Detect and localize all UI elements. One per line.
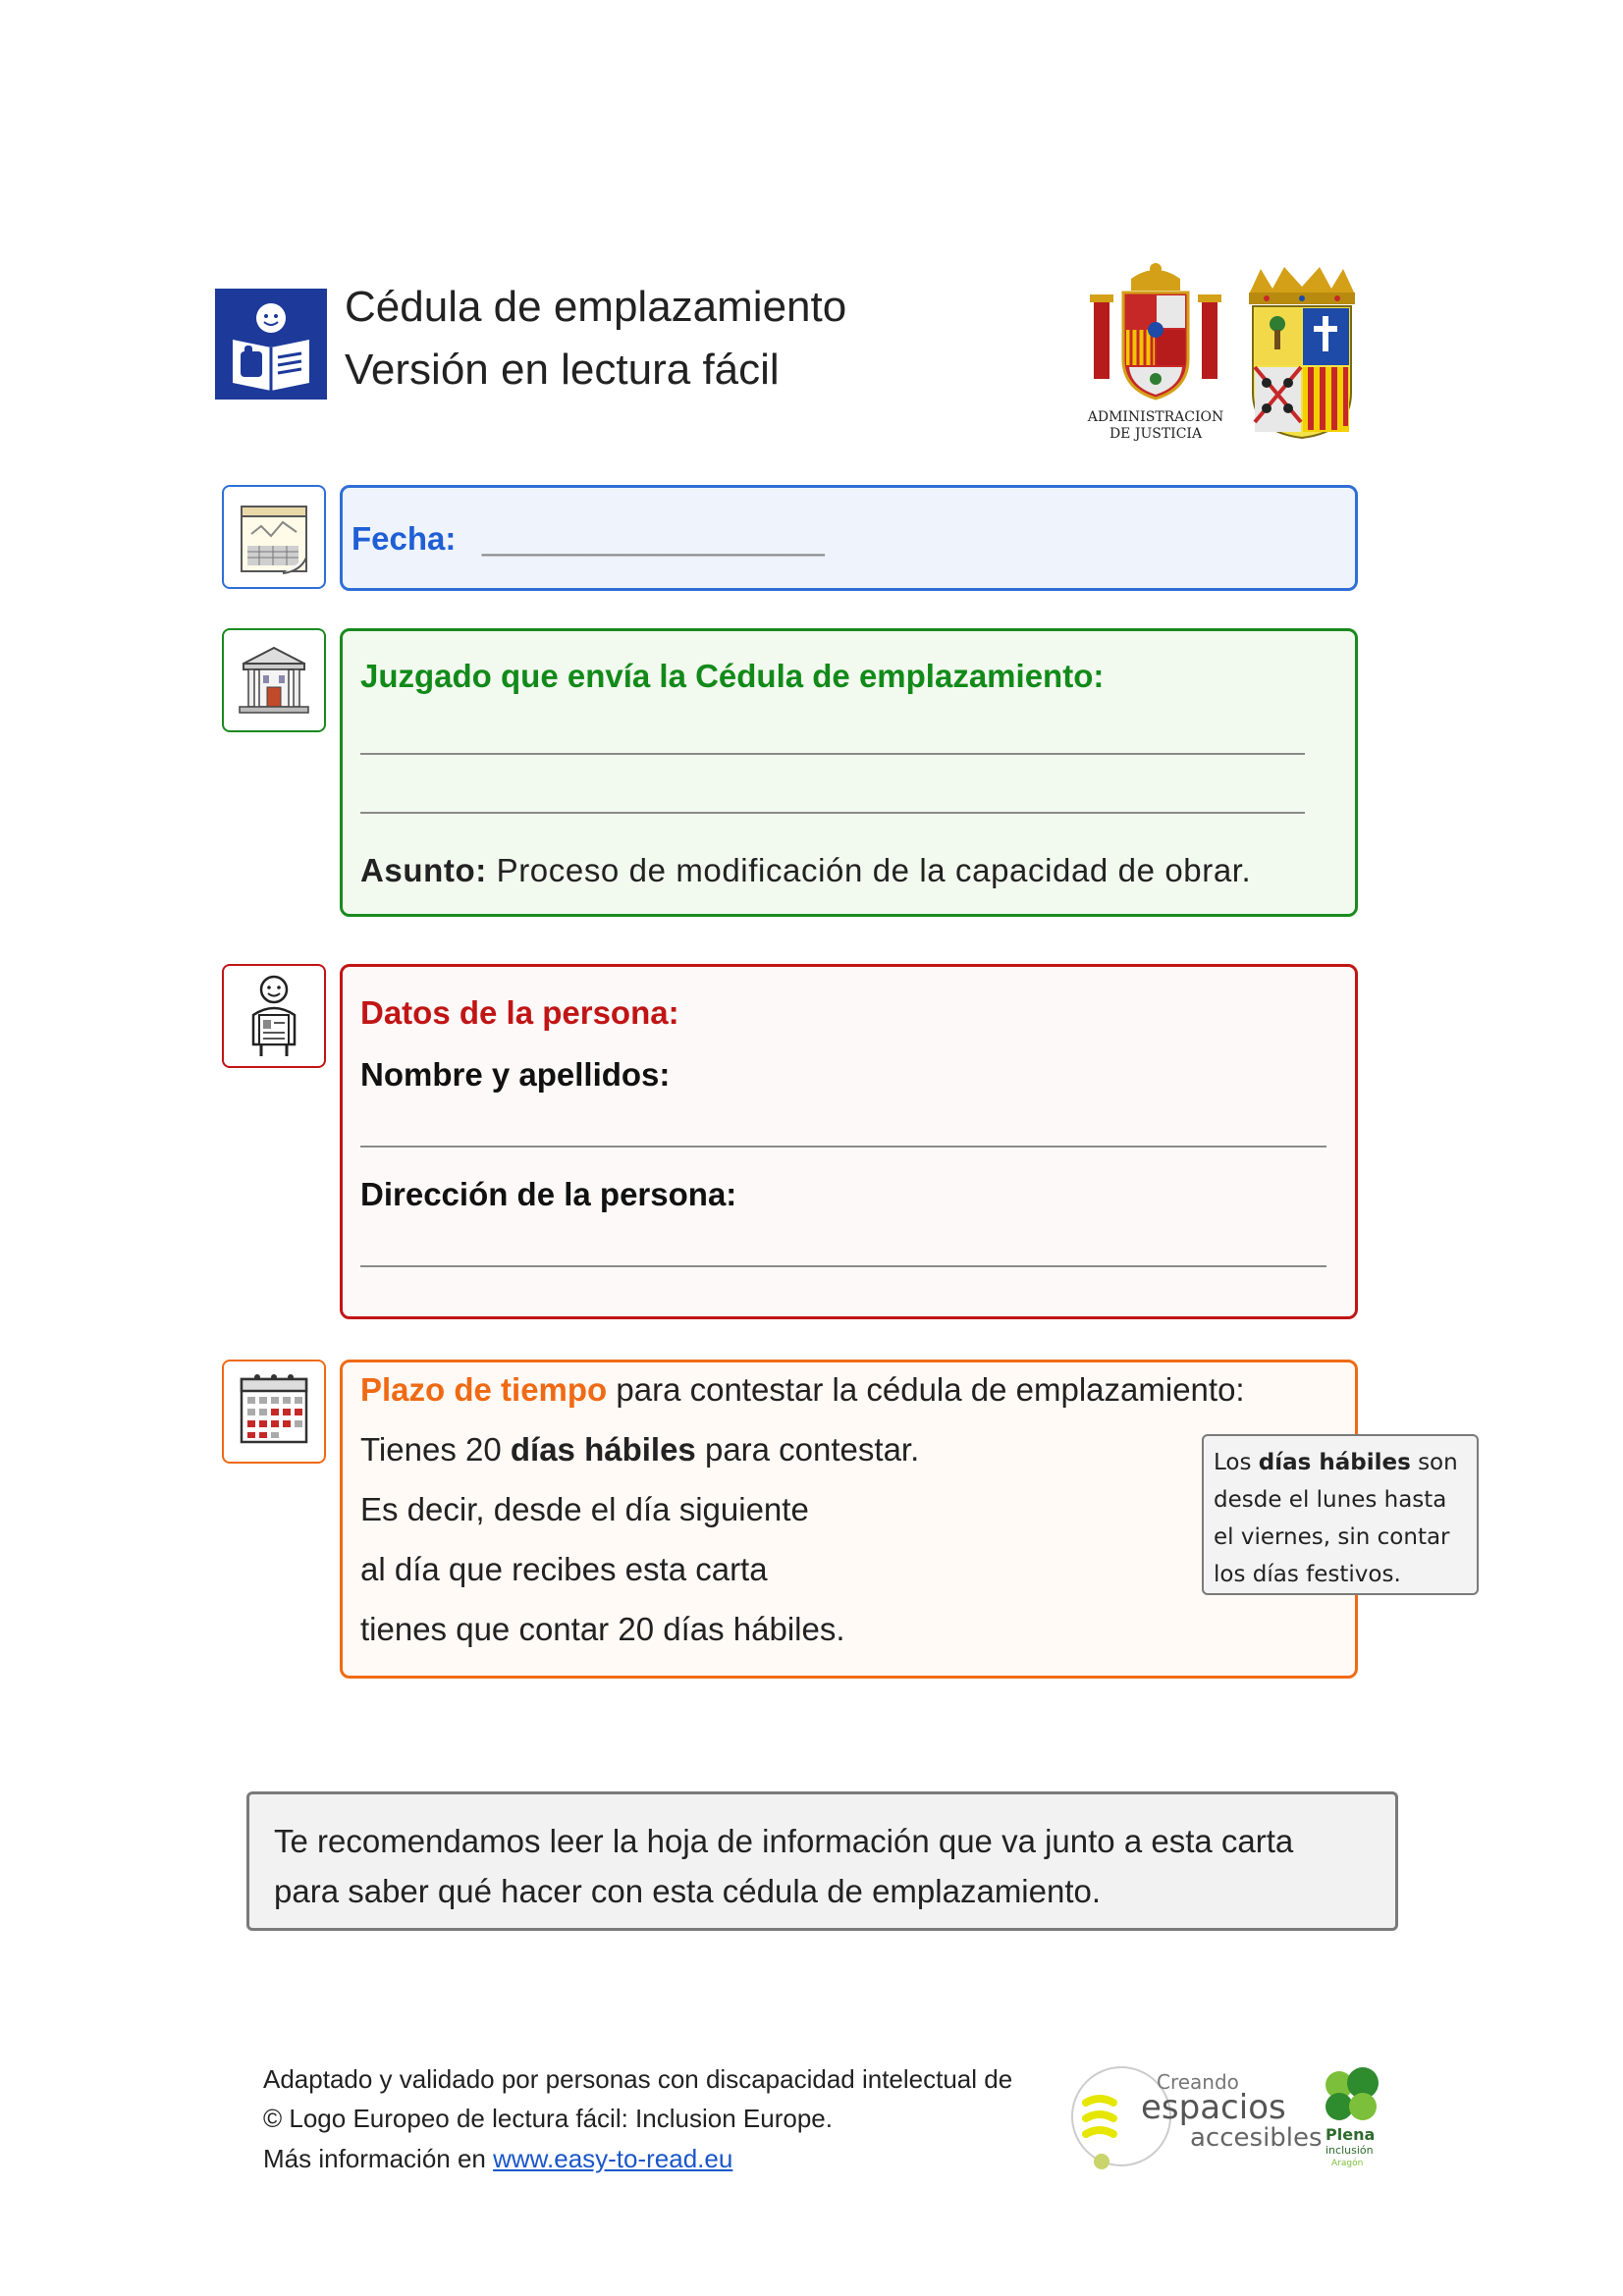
plazo-line-2a: Tienes 20 bbox=[360, 1431, 511, 1468]
note-line-1 bbox=[1214, 1444, 1467, 1481]
calendar-picture-icon bbox=[224, 487, 324, 587]
recommendation-line-1: Te recomendamos leer la hoja de información que va junto a esta carta bbox=[274, 1823, 1294, 1859]
plazo-icon-box bbox=[222, 1360, 326, 1464]
footer-line-3 bbox=[263, 2144, 732, 2174]
note-a: Los bbox=[1214, 1450, 1259, 1475]
svg-text:Aragón: Aragón bbox=[1331, 2159, 1364, 2168]
plazo-dias-habiles: días hábiles bbox=[510, 1431, 696, 1468]
footer-line-1: Adaptado y validado por personas con discapacidad intelectual de bbox=[263, 2064, 1013, 2094]
note-line-3: el viernes, sin contar bbox=[1214, 1524, 1450, 1550]
plazo-line-4: al día que recibes esta carta bbox=[360, 1551, 768, 1587]
note-c: son bbox=[1410, 1450, 1458, 1475]
note-line-2: desde el lunes hasta bbox=[1214, 1487, 1447, 1513]
aragon-crest bbox=[1245, 265, 1359, 440]
footer-line-2: © Logo Europeo de lectura fácil: Inclusion Europe. bbox=[263, 2104, 833, 2133]
spain-crest-icon bbox=[1086, 261, 1225, 442]
nombre-line[interactable] bbox=[360, 1146, 1326, 1148]
recommendation-line-2: para saber qué hacer con esta cédula de emplazamiento. bbox=[274, 1873, 1102, 1909]
plazo-label-rest: para contestar la cédula de emplazamiento: bbox=[607, 1371, 1245, 1408]
easy-to-read-logo bbox=[215, 289, 327, 400]
svg-text:Creando: Creando bbox=[1157, 2070, 1239, 2094]
note-line-4: los días festivos. bbox=[1214, 1562, 1401, 1587]
nombre-label: Nombre y apellidos: bbox=[360, 1056, 671, 1093]
svg-text:DE JUSTICIA: DE JUSTICIA bbox=[1109, 426, 1203, 442]
footer-more-info: Más información en bbox=[263, 2144, 494, 2173]
plazo-label: Plazo de tiempo bbox=[360, 1371, 608, 1408]
direccion-line[interactable] bbox=[360, 1265, 1326, 1267]
courthouse-icon bbox=[224, 630, 324, 730]
recommendation-box bbox=[246, 1791, 1398, 1931]
lightbulb-icon bbox=[1066, 2059, 1322, 2177]
easy-to-read-link[interactable]: www.easy-to-read.eu bbox=[493, 2144, 733, 2173]
dias-habiles-note bbox=[1202, 1434, 1479, 1595]
document-subtitle: Versión en lectura fácil bbox=[345, 346, 780, 394]
fecha-field[interactable]: ___________________ bbox=[482, 520, 825, 557]
creando-espacios-logo bbox=[1066, 2059, 1322, 2177]
juzgado-line-1[interactable] bbox=[360, 753, 1305, 755]
plazo-line-3: Es decir, desde el día siguiente bbox=[360, 1491, 809, 1527]
persona-icon-box bbox=[222, 964, 326, 1068]
calendar-days-icon bbox=[224, 1362, 324, 1462]
juzgado-label: Juzgado que envía la Cédula de emplazamiento: bbox=[360, 658, 1105, 694]
plazo-line-2 bbox=[360, 1431, 919, 1468]
easy-to-read-icon bbox=[215, 289, 327, 400]
plena-inclusion-logo bbox=[1322, 2067, 1384, 2169]
aragon-crest-icon bbox=[1245, 265, 1359, 440]
plazo-heading bbox=[360, 1371, 1245, 1409]
clover-icon bbox=[1322, 2067, 1384, 2169]
juzgado-icon-box bbox=[222, 628, 326, 732]
svg-text:accesibles: accesibles bbox=[1190, 2123, 1322, 2153]
note-b: días hábiles bbox=[1258, 1450, 1411, 1475]
persona-label: Datos de la persona: bbox=[360, 994, 679, 1031]
fecha-label: Fecha: bbox=[352, 520, 457, 557]
svg-text:Plena: Plena bbox=[1325, 2125, 1376, 2144]
juzgado-line-2[interactable] bbox=[360, 812, 1305, 814]
direccion-label: Dirección de la persona: bbox=[360, 1176, 737, 1212]
svg-text:ADMINISTRACION: ADMINISTRACION bbox=[1087, 409, 1224, 425]
svg-text:espacios: espacios bbox=[1141, 2088, 1286, 2127]
asunto-label: Asunto: bbox=[360, 852, 487, 888]
document-title: Cédula de emplazamiento bbox=[345, 283, 847, 331]
plazo-line-5: tienes que contar 20 días hábiles. bbox=[360, 1611, 845, 1647]
svg-text:inclusión: inclusión bbox=[1325, 2144, 1374, 2157]
asunto-value: Proceso de modificación de la capacidad de obrar. bbox=[486, 852, 1252, 888]
fecha-icon-box bbox=[222, 485, 326, 589]
plazo-line-2c: para contestar. bbox=[695, 1431, 920, 1468]
person-id-icon bbox=[224, 966, 324, 1066]
administracion-justicia-crest bbox=[1086, 261, 1225, 442]
asunto-text bbox=[360, 852, 1251, 889]
